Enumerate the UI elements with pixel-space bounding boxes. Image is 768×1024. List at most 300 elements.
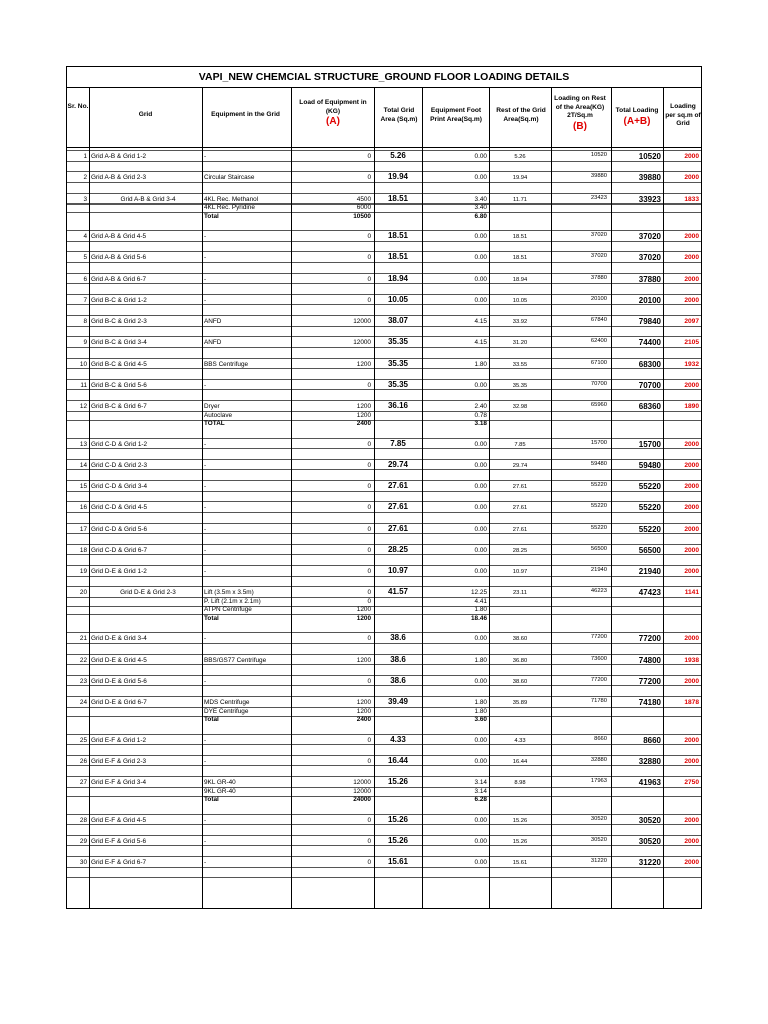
total-grid-area: 10.97 [387,566,409,575]
loading-rest-area: 56500 [590,545,607,552]
total-grid-area: 15.26 [387,835,409,845]
rest-grid-area: 18.94 [512,276,528,283]
loading-per-sqm: 2000 [684,635,699,643]
equipment-load: 0 [367,568,371,575]
equipment-load: 1200 [356,656,371,664]
foot-print-area: 12.25 [471,589,487,597]
rest-grid-area: 16.44 [512,758,528,765]
loading-per-sqm: 2000 [684,296,699,304]
total-loading: 15700 [638,439,661,449]
equipment-load: 24000 [353,796,371,803]
rest-grid-area: 31.20 [512,340,528,347]
grid-name: Grid D-E & Grid 3-4 [91,635,147,643]
equipment-load: 0 [367,597,371,605]
equipment-name: - [204,381,207,389]
foot-print-area: 0.00 [474,546,487,554]
equipment-name: 4KL Rec. Pyridine [204,204,255,211]
total-loading: 74400 [638,338,661,348]
foot-print-area: 1.80 [474,656,487,664]
loading-per-sqm: 1141 [684,589,699,597]
row-divider [67,614,701,615]
loading-per-sqm: 1878 [684,699,699,706]
header-foot-print: Equipment Foot Print Area(Sq.m) [430,107,482,123]
loading-per-sqm: 2750 [684,779,699,786]
equipment-load: 0 [367,504,371,512]
total-grid-area: 15.26 [387,777,409,786]
rest-grid-area: 32.98 [512,404,528,410]
loading-per-sqm: 2000 [684,757,699,765]
equipment-name: ATPN Centrifuge [204,606,252,614]
sr-no: 19 [79,568,87,575]
total-loading: 30520 [638,815,661,825]
column-divider [663,87,664,908]
grid-name: Grid D-E & Grid 6-7 [91,699,147,706]
header-total-loading-mark: (A+B) [623,115,651,127]
header-load-label: Load of Equipment in (KG) [299,99,367,115]
loading-per-sqm: 2000 [684,816,699,824]
rest-grid-area: 27.61 [512,484,528,490]
rest-grid-area: 35.89 [512,700,528,706]
equipment-name: Dryer [204,403,220,410]
equipment-load: 12000 [353,318,371,325]
total-grid-area: 38.6 [390,675,406,685]
total-grid-area: 4.33 [390,734,406,744]
foot-print-area: 0.00 [474,859,487,866]
total-loading: 55220 [638,503,661,513]
rest-grid-area: 10.05 [512,297,528,304]
equipment-name: 4KL Rec. Methanol [204,195,259,203]
rest-grid-area: 28.25 [512,547,528,554]
header-rest-area: Rest of the Grid Area(Sq.m) [496,107,546,123]
loading-per-sqm: 1938 [684,656,699,664]
foot-print-area: 0.00 [474,568,487,575]
loading-rest-area: 67100 [590,359,607,366]
equipment-name: Circular Staircase [204,174,255,182]
grid-name: Grid A-B & Grid 1-2 [91,153,147,160]
loading-per-sqm: 1833 [684,195,699,203]
header-loading-rest [551,95,609,133]
header-divider [67,147,701,148]
foot-print-area: 4.15 [474,318,487,325]
total-loading: 32880 [638,756,661,766]
grid-name: Grid D-E & Grid 2-3 [120,589,176,597]
total-loading: 37020 [638,232,661,241]
equipment-name: 9KL GR-40 [204,779,236,786]
foot-print-area: 0.00 [474,504,487,512]
equipment-name: BBS Centrifuge [204,360,249,368]
total-grid-area: 18.51 [387,193,409,203]
equipment-load: 1200 [356,360,371,368]
loading-per-sqm: 2000 [684,254,699,262]
sr-no: 16 [79,504,87,512]
total-grid-area: 38.6 [390,654,406,664]
equipment-name: 9KL GR-40 [204,787,236,795]
equipment-name: Autoclave [204,411,233,419]
equipment-load: 0 [367,589,371,597]
total-loading: 70700 [638,380,661,390]
sr-no: 22 [79,656,87,664]
row-divider [67,707,701,708]
total-loading: 77200 [638,634,661,644]
equipment-load: 1200 [356,606,371,614]
total-loading: 31220 [638,858,661,867]
equipment-name: - [204,546,207,554]
loading-rest-area: 77200 [590,634,607,641]
sr-no: 8 [83,318,87,325]
foot-print-area: 1.80 [474,699,487,706]
grid-name: Grid C-D & Grid 1-2 [91,440,148,448]
rest-grid-area: 19.94 [512,175,528,182]
loading-per-sqm: 1932 [684,360,699,368]
equipment-load: 1200 [356,403,371,410]
total-loading: 56500 [638,545,661,555]
foot-print-area: 0.00 [474,635,487,643]
rest-grid-area: 38.60 [512,678,528,685]
foot-print-area: 0.00 [474,174,487,182]
equipment-load: 12000 [353,779,371,786]
grid-name: Grid A-B & Grid 3-4 [120,195,176,203]
loading-rest-area: 62400 [590,338,607,345]
equipment-name: ANFD [204,318,222,325]
column-divider [202,87,203,908]
rest-grid-area: 35.35 [512,382,528,389]
column-divider [611,87,612,908]
rest-grid-area: 33.92 [512,319,528,325]
sr-no: 12 [79,403,87,410]
row-divider [67,204,701,205]
header-load [293,99,373,128]
equipment-load: 12000 [353,339,371,347]
total-grid-area: 35.35 [387,358,409,368]
equipment-load: 0 [367,757,371,765]
rest-grid-area: 5.26 [514,154,526,160]
equipment-load: 1200 [356,699,371,706]
foot-print-area: 0.00 [474,461,487,469]
foot-print-area: 4.41 [474,597,487,605]
loading-rest-area: 77200 [590,676,607,683]
loading-rest-area: 65960 [590,402,607,408]
row-divider [67,787,701,788]
equipment-load: 0 [367,254,371,262]
equipment-load: 4500 [356,195,371,203]
total-loading: 20100 [638,295,661,305]
grid-name: Grid E-F & Grid 5-6 [91,837,147,845]
grid-name: Grid D-E & Grid 5-6 [91,677,147,685]
equipment-load: 0 [367,736,371,744]
header-equipment: Equipment in the Grid [211,111,280,118]
total-loading: 30520 [638,836,661,846]
total-grid-area: 10.05 [387,294,409,304]
equipment-load: 1200 [356,614,371,622]
loading-per-sqm: 1890 [684,403,699,410]
loading-per-sqm: 2000 [684,546,699,554]
row-divider [67,420,701,421]
equipment-name: - [204,525,207,533]
total-grid-area: 16.44 [387,755,409,765]
total-grid-area: 38.6 [390,633,406,643]
loading-per-sqm: 2000 [684,275,699,283]
grid-name: Grid B-C & Grid 4-5 [91,360,147,368]
equipment-name: - [204,275,207,283]
sr-no: 11 [80,381,87,389]
total-grid-area: 29.74 [387,459,409,469]
total-loading: 79840 [638,317,661,326]
total-grid-area: 35.35 [387,337,409,347]
foot-print-area: 0.78 [474,411,487,419]
total-grid-area: 27.61 [387,481,409,490]
row-divider [67,796,701,797]
header-total-loading [611,107,663,128]
equipment-name: P. Lift (2.1m x 2.1m) [204,597,261,605]
loading-rest-area: 23423 [590,194,607,201]
loading-rest-area: 8660 [594,735,607,742]
foot-print-area: 0.00 [474,233,487,240]
header-sr-no: Sr. No. [67,103,89,110]
equipment-name: - [204,837,207,845]
equipment-name: - [204,568,207,575]
grid-name: Grid A-B & Grid 5-6 [91,254,147,262]
equipment-name: - [204,296,207,304]
grid-name: Grid E-F & Grid 2-3 [91,757,147,765]
foot-print-area: 3.60 [474,716,487,723]
row-divider [67,716,701,717]
rest-grid-area: 18.51 [512,255,528,262]
grid-name: Grid A-B & Grid 2-3 [91,174,147,182]
loading-per-sqm: 2097 [684,318,699,325]
grid-name: Grid E-F & Grid 4-5 [91,816,147,824]
equipment-name: ANFD [204,339,222,347]
header-total-area: Total Grid Area (Sq.m) [380,107,418,123]
rest-grid-area: 38.60 [512,636,528,643]
loading-per-sqm: 2000 [684,837,699,845]
sr-no: 29 [79,837,87,845]
equipment-name: - [204,440,207,448]
total-grid-area: 27.61 [387,523,409,533]
loading-per-sqm: 2000 [684,483,699,490]
grid-name: Grid B-C & Grid 6-7 [91,403,147,410]
equipment-name: - [204,635,207,643]
loading-per-sqm: 2000 [684,440,699,448]
rest-grid-area: 11.71 [512,196,528,203]
loading-per-sqm: 2000 [684,174,699,182]
foot-print-area: 0.00 [474,757,487,765]
total-grid-area: 5.26 [390,151,406,160]
column-divider [291,87,292,908]
total-grid-area: 41.57 [387,587,409,597]
foot-print-area: 0.00 [474,254,487,262]
loading-per-sqm: 2000 [684,461,699,469]
equipment-load: 0 [367,546,371,554]
foot-print-area: 2.40 [474,403,487,410]
loading-rest-area: 17963 [590,778,607,784]
foot-print-area: 1.80 [474,360,487,368]
sr-no: 25 [79,736,87,744]
foot-print-area: 3.40 [474,204,487,211]
sr-no: 9 [83,339,87,347]
loading-rest-area: 21940 [590,567,607,573]
total-loading: 41963 [638,778,661,787]
equipment-name: Total [204,796,219,803]
loading-per-sqm: 2000 [684,525,699,533]
total-loading: 33923 [638,194,661,204]
equipment-load: 6000 [356,204,371,211]
total-loading: 68300 [638,359,661,369]
column-divider [489,87,490,908]
sr-no: 20 [79,589,87,597]
loading-per-sqm: 2000 [684,504,699,512]
equipment-name: - [204,153,207,160]
grid-name: Grid D-E & Grid 4-5 [91,656,147,664]
foot-print-area: 0.00 [474,483,487,490]
foot-print-area: 0.00 [474,677,487,685]
foot-print-area: 3.14 [474,787,487,795]
header-loading-rest-label: Loading on Rest of the Area(KG) 2T/Sq.m [554,95,606,119]
foot-print-area: 0.00 [474,816,487,824]
equipment-name: - [204,859,207,866]
loading-rest-area: 39880 [590,173,607,180]
loading-rest-area: 15700 [590,439,607,446]
header-grid: Grid [138,111,153,118]
loading-details-sheet [66,66,702,909]
total-grid-area: 18.51 [387,231,409,240]
equipment-name: DYE Centrifuge [204,707,249,715]
loading-rest-area: 37880 [590,274,607,281]
total-grid-area: 19.94 [387,172,409,182]
equipment-name: TOTAL [204,420,225,427]
total-loading: 8660 [643,735,661,745]
total-loading: 74800 [638,655,661,665]
loading-rest-area: 10520 [590,152,607,158]
loading-rest-area: 46223 [590,588,607,595]
total-grid-area: 18.94 [387,273,409,283]
equipment-load: 0 [367,381,371,389]
foot-print-area: 0.00 [474,296,487,304]
equipment-load: 1200 [356,707,371,715]
loading-rest-area: 59480 [590,460,607,467]
sr-no: 1 [83,153,87,160]
total-loading: 37880 [638,274,661,284]
equipment-load: 0 [367,174,371,182]
equipment-name: Total [204,614,219,622]
sr-no: 15 [79,483,87,490]
grid-name: Grid C-D & Grid 2-3 [91,461,148,469]
sr-no: 24 [79,699,87,706]
total-loading: 10520 [638,152,661,161]
header-load-mark: (A) [326,116,340,127]
equipment-load: 2400 [356,420,371,427]
sr-no: 6 [83,275,87,283]
equipment-load: 0 [367,525,371,533]
rest-grid-area: 27.61 [512,505,528,512]
sr-no: 5 [83,254,87,262]
equipment-name: MDS Centrifuge [204,699,250,706]
foot-print-area: 3.14 [474,779,487,786]
equipment-name: - [204,233,207,240]
loading-per-sqm: 2105 [684,339,699,347]
equipment-load: 0 [367,483,371,490]
equipment-name: Lift (3.5m x 3.5m) [204,589,254,597]
equipment-name: - [204,757,207,765]
foot-print-area: 0.00 [474,525,487,533]
equipment-name: - [204,677,207,685]
loading-rest-area: 37020 [590,232,607,238]
foot-print-area: 3.18 [474,420,487,427]
loading-rest-area: 71780 [590,698,607,704]
grid-name: Grid B-C & Grid 2-3 [91,318,147,325]
total-loading: 37020 [638,253,661,263]
sr-no: 10 [79,360,87,368]
sr-no: 26 [79,757,87,765]
loading-rest-area: 55220 [590,482,607,488]
foot-print-area: 1.80 [474,606,487,614]
equipment-load: 0 [367,153,371,160]
sr-no: 3 [83,195,87,203]
equipment-name: - [204,816,207,824]
grid-name: Grid C-D & Grid 4-5 [91,504,148,512]
total-grid-area: 39.49 [387,697,409,706]
rest-grid-area: 8.98 [514,780,526,786]
loading-per-sqm: 2000 [684,677,699,685]
equipment-load: 0 [367,296,371,304]
rest-grid-area: 15.61 [512,860,528,866]
grid-name: Grid E-F & Grid 6-7 [91,859,147,866]
loading-rest-area: 70700 [590,380,607,387]
grid-name: Grid A-B & Grid 4-5 [91,233,147,240]
equipment-load: 0 [367,440,371,448]
row-divider [67,877,701,878]
foot-print-area: 0.00 [474,153,487,160]
total-loading: 21940 [638,567,661,576]
foot-print-area: 3.40 [474,195,487,203]
grid-name: Grid A-B & Grid 6-7 [91,275,147,283]
equipment-load: 12000 [353,787,371,795]
rest-grid-area: 18.51 [512,234,528,240]
loading-per-sqm: 2000 [684,381,699,389]
rest-grid-area: 33.55 [512,361,528,368]
loading-rest-area: 55220 [590,503,607,510]
rest-grid-area: 4.33 [514,737,526,744]
total-loading: 68360 [638,402,661,411]
loading-rest-area: 55220 [590,524,607,531]
total-loading: 55220 [638,524,661,534]
total-loading: 74180 [638,698,661,707]
equipment-load: 0 [367,275,371,283]
header-total-loading-label: Total Loading [615,107,659,114]
equipment-load: 0 [367,233,371,240]
loading-per-sqm: 2000 [684,736,699,744]
loading-per-sqm: 2000 [684,859,699,866]
grid-name: Grid C-D & Grid 5-6 [91,525,148,533]
equipment-load: 0 [367,859,371,866]
sr-no: 18 [79,546,87,554]
column-divider [422,87,423,908]
rest-grid-area: 15.26 [512,838,528,845]
equipment-load: 1200 [356,411,371,419]
grid-name: Grid B-C & Grid 3-4 [91,339,147,347]
total-grid-area: 36.16 [387,401,409,410]
row-divider [67,212,701,213]
equipment-name: - [204,504,207,512]
grid-name: Grid B-C & Grid 5-6 [91,381,147,389]
total-grid-area: 15.61 [387,857,409,866]
equipment-load: 0 [367,816,371,824]
header-loading-rest-mark: (B) [573,120,587,132]
grid-name: Grid B-C & Grid 1-2 [91,296,147,304]
sr-no: 13 [79,440,87,448]
row-divider [67,411,701,412]
sr-no: 2 [83,174,87,182]
loading-per-sqm: 2000 [684,568,699,575]
